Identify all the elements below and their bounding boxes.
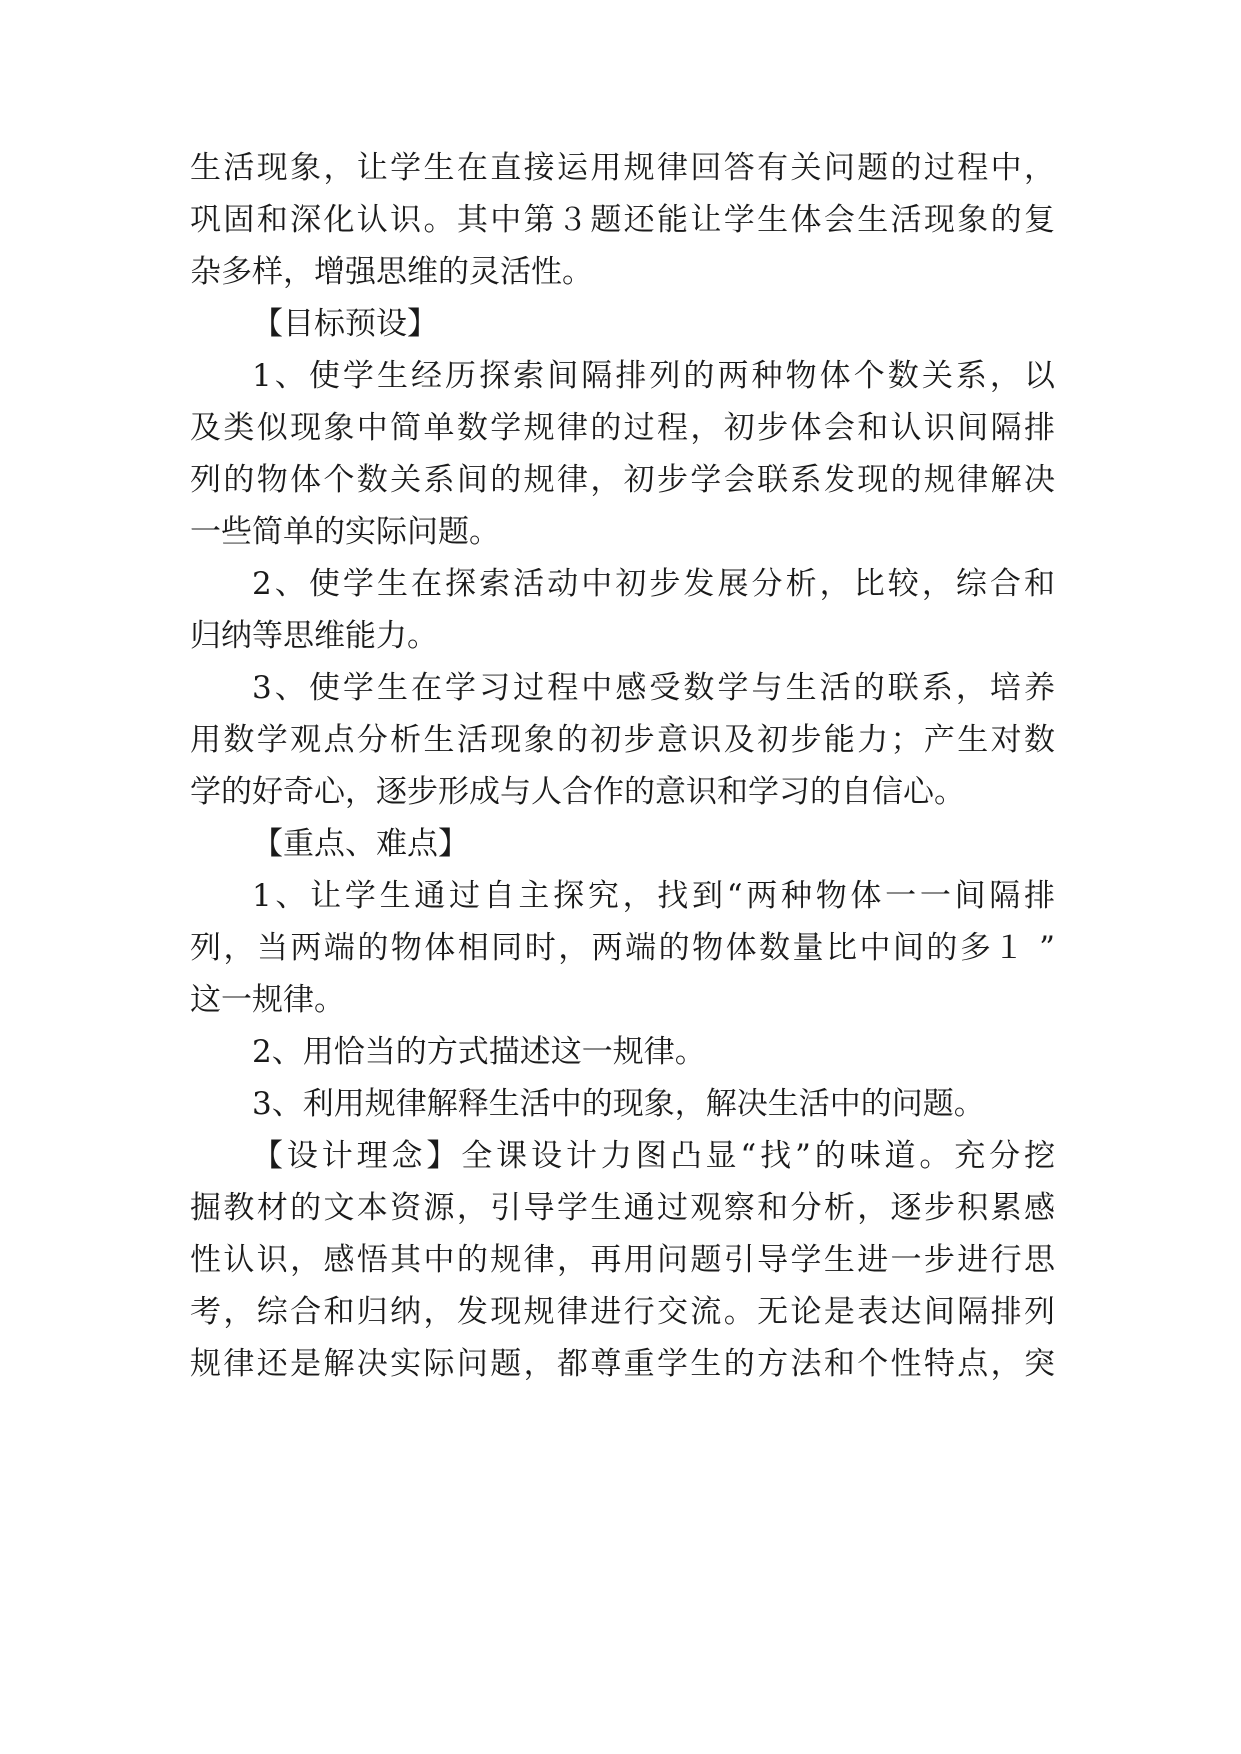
text-line: 1、使学生经历探索间隔排列的两种物体个数关系，以 xyxy=(252,358,1055,394)
text-line: 【设计理念】全课设计力图凸显“找”的味道。充分挖 xyxy=(252,1138,1055,1174)
text-line: 列，当两端的物体相同时，两端的物体数量比中间的多１ ” xyxy=(190,930,1055,966)
text-line: 2、用恰当的方式描述这一规律。 xyxy=(252,1034,706,1070)
text-line: 生活现象，让学生在直接运用规律回答有关问题的过程中， xyxy=(190,150,1055,186)
section-heading: 【目标预设】 xyxy=(252,306,438,342)
text-line: 性认识，感悟其中的规律，再用问题引导学生进一步进行思 xyxy=(190,1242,1055,1278)
text-line: 学的好奇心，逐步形成与人合作的意识和学习的自信心。 xyxy=(190,774,965,810)
text-line: 一些简单的实际问题。 xyxy=(190,514,500,550)
text-line: 列的物体个数关系间的规律，初步学会联系发现的规律解决 xyxy=(190,462,1055,498)
text-line: 2、使学生在探索活动中初步发展分析，比较，综合和 xyxy=(252,566,1055,602)
text-line: 这一规律。 xyxy=(190,982,345,1018)
text-line: 规律还是解决实际问题，都尊重学生的方法和个性特点，突 xyxy=(190,1346,1055,1382)
text-line: 归纳等思维能力。 xyxy=(190,618,438,654)
text-line: 1、让学生通过自主探究，找到“两种物体一一间隔排 xyxy=(252,878,1055,914)
text-line: 杂多样，增强思维的灵活性。 xyxy=(190,254,593,290)
text-line: 及类似现象中简单数学规律的过程，初步体会和认识间隔排 xyxy=(190,410,1055,446)
text-line: 3、利用规律解释生活中的现象，解决生活中的问题。 xyxy=(252,1086,985,1122)
text-line: 3、使学生在学习过程中感受数学与生活的联系，培养 xyxy=(252,670,1055,706)
text-line: 巩固和深化认识。其中第３题还能让学生体会生活现象的复 xyxy=(190,202,1055,238)
text-line: 掘教材的文本资源，引导学生通过观察和分析，逐步积累感 xyxy=(190,1190,1055,1226)
text-line: 用数学观点分析生活现象的初步意识及初步能力；产生对数 xyxy=(190,722,1055,758)
text-line: 考，综合和归纳，发现规律进行交流。无论是表达间隔排列 xyxy=(190,1294,1055,1330)
section-heading: 【重点、难点】 xyxy=(252,826,469,862)
